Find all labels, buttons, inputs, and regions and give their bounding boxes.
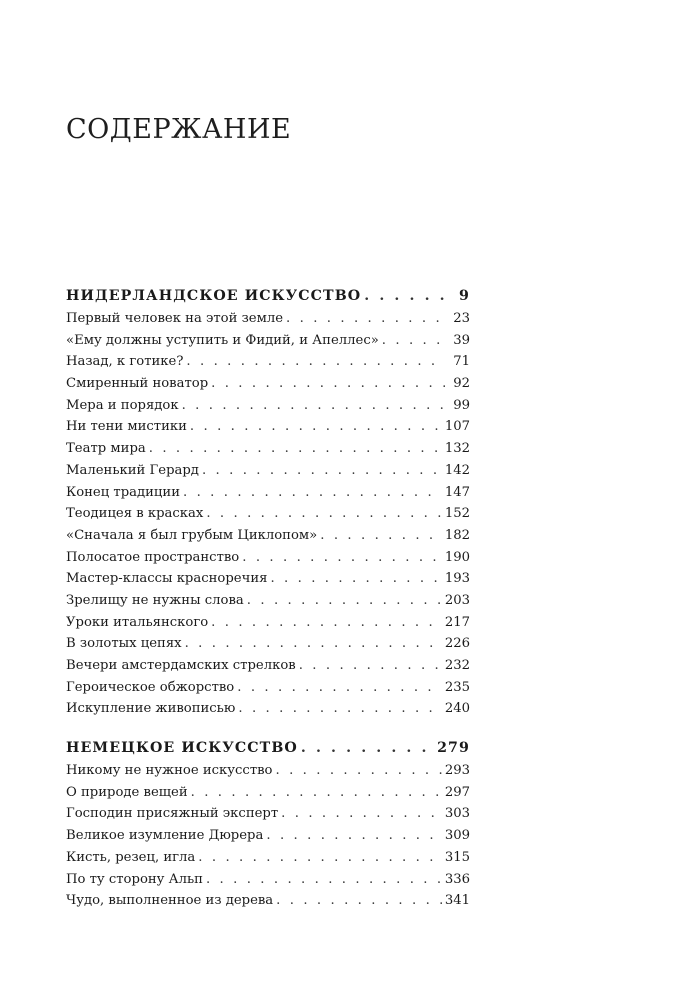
dot-leader (211, 373, 445, 395)
dot-leader (202, 460, 442, 482)
toc-entry[interactable] (66, 782, 470, 804)
entry-title: Зрелищу не нужны слова (66, 592, 244, 608)
dot-leader (242, 547, 442, 569)
toc-entry[interactable] (66, 890, 470, 912)
dot-leader (198, 847, 442, 869)
entry-title: Первый человек на этой земле (66, 311, 284, 326)
page-number: 107 (444, 419, 470, 435)
toc-entry[interactable] (66, 416, 470, 438)
page-number: 193 (444, 571, 470, 587)
page-number: 132 (444, 441, 470, 457)
dot-leader (237, 677, 442, 699)
dot-leader (382, 330, 445, 352)
toc-entry[interactable] (66, 612, 470, 634)
toc-entry[interactable] (66, 655, 470, 677)
dot-leader (185, 633, 442, 655)
section-heading[interactable] (66, 284, 470, 308)
dot-leader (275, 760, 441, 782)
entry-title: «Сначала я был грубым Циклопом» (66, 527, 318, 543)
toc-entry[interactable] (66, 677, 470, 699)
page-number: 279 (437, 740, 470, 757)
entry-title: О природе вещей (66, 784, 188, 800)
section-heading-label: НИДЕРЛАНДСКОЕ ИСКУССТВО (66, 288, 362, 304)
dot-leader (364, 284, 445, 308)
entry-title: Уроки итальянского (66, 614, 209, 630)
dot-leader (206, 503, 441, 525)
table-of-contents (66, 284, 470, 912)
toc-entry[interactable] (66, 547, 470, 569)
toc-entry[interactable] (66, 568, 470, 590)
dot-leader (299, 655, 442, 677)
entry-title: Господин присяжный эксперт (66, 806, 279, 822)
toc-entry[interactable] (66, 482, 470, 504)
toc-entry[interactable] (66, 438, 470, 460)
toc-entry[interactable] (66, 869, 470, 891)
toc-entry[interactable] (66, 308, 470, 330)
entry-title: Чудо, выполненное из дерева (66, 893, 274, 909)
page-number: 182 (444, 527, 470, 543)
page-number: 23 (453, 311, 470, 326)
dot-leader (281, 803, 442, 825)
page-number: 203 (444, 592, 470, 608)
dot-leader (211, 612, 442, 634)
toc-entry[interactable] (66, 698, 470, 720)
dot-leader (270, 568, 441, 590)
toc-entry[interactable] (66, 373, 470, 395)
entry-title: Смиренный новатор (66, 376, 209, 392)
dot-leader (238, 698, 441, 720)
entry-title: Мастер-классы красноречия (66, 571, 268, 587)
entry-title: Кисть, резец, игла (66, 849, 196, 865)
page-number: 309 (444, 828, 470, 844)
page-number: 99 (453, 397, 470, 413)
toc-entry[interactable] (66, 503, 470, 525)
toc-entry[interactable] (66, 847, 470, 869)
page-number: 315 (444, 849, 470, 865)
toc-entry[interactable] (66, 633, 470, 655)
page-number: 9 (459, 288, 470, 304)
toc-entry[interactable] (66, 760, 470, 782)
page-number: 235 (444, 679, 470, 695)
dot-leader (301, 736, 434, 760)
dot-leader (206, 869, 442, 891)
toc-entry[interactable] (66, 395, 470, 417)
entry-title: Назад, к готике? (66, 354, 184, 370)
page-title: СОДЕРЖАНИЕ (66, 114, 292, 145)
section-heading-label: НЕМЕЦКОЕ ИСКУССТВО (66, 740, 298, 757)
entry-title: Никому не нужное искусство (66, 763, 273, 779)
toc-section-german (66, 736, 470, 912)
entry-title: Ни тени мистики (66, 419, 187, 435)
entry-title: «Ему должны уступить и Фидий, и Апеллес» (66, 332, 379, 348)
toc-entry[interactable] (66, 351, 470, 373)
toc-entry[interactable] (66, 330, 470, 352)
toc-entry[interactable] (66, 825, 470, 847)
entry-title: Маленький Герард (66, 462, 199, 478)
page-number: 336 (444, 871, 470, 887)
entry-title: В золотых цепях (66, 636, 182, 652)
page-number: 71 (453, 354, 470, 370)
page-number: 341 (444, 893, 470, 909)
toc-entry[interactable] (66, 590, 470, 612)
entry-title: По ту сторону Альп (66, 871, 203, 887)
page-number: 92 (453, 376, 470, 392)
dot-leader (191, 782, 442, 804)
entry-title: Мера и порядок (66, 397, 179, 413)
page-number: 240 (444, 701, 470, 717)
entry-title: Конец традиции (66, 484, 180, 500)
dot-leader (286, 308, 445, 330)
dot-leader (186, 351, 445, 373)
dot-leader (190, 416, 442, 438)
dot-leader (149, 438, 442, 460)
page-number: 232 (444, 658, 470, 673)
toc-section-netherlands (66, 284, 470, 720)
page-number: 39 (453, 332, 470, 348)
page-number: 303 (444, 806, 470, 822)
section-heading[interactable] (66, 736, 470, 760)
entry-title: Героическое обжорство (66, 679, 235, 695)
dot-leader (320, 525, 442, 547)
page-number: 152 (444, 506, 470, 522)
dot-leader (183, 482, 442, 504)
entry-title: Великое изумление Дюрера (66, 828, 264, 844)
dot-leader (247, 590, 442, 612)
page-number: 293 (444, 763, 470, 779)
entry-title: Театр мира (66, 441, 146, 457)
page-number: 226 (444, 636, 470, 652)
entry-title: Теодицея в красках (66, 506, 204, 522)
dot-leader (266, 825, 441, 847)
entry-title: Вечери амстердамских стрелков (66, 658, 296, 673)
entry-title: Полосатое пространство (66, 549, 240, 565)
page-number: 142 (444, 462, 470, 478)
toc-entry[interactable] (66, 803, 470, 825)
page-number: 190 (444, 549, 470, 565)
toc-entry[interactable] (66, 525, 470, 547)
entry-title: Искупление живописью (66, 701, 236, 717)
page-number: 297 (444, 784, 470, 800)
dot-leader (182, 395, 445, 417)
page-number: 217 (444, 614, 470, 630)
toc-entry[interactable] (66, 460, 470, 482)
page-number: 147 (444, 484, 470, 500)
dot-leader (276, 890, 442, 912)
